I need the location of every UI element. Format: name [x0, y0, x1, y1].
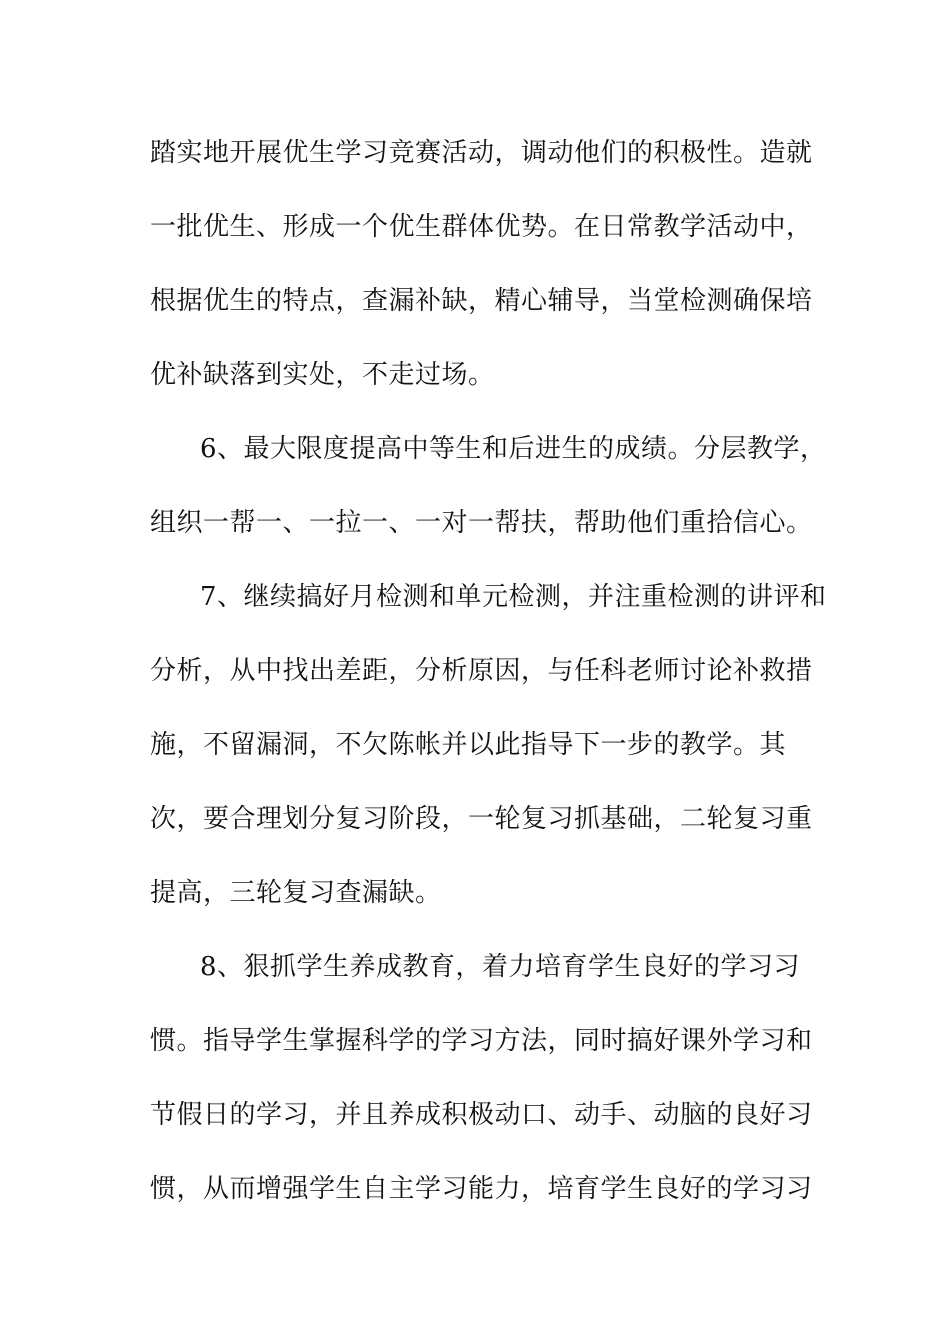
item-7-start: 7、继续搞好月检测和单元检测，并注重检测的讲评和	[200, 582, 827, 612]
text-line-9: 施，不留漏洞，不欠陈帐并以此指导下一步的教学。其	[150, 730, 787, 760]
text-line-15: 惯，从而增强学生自主学习能力，培育学生良好的学习习	[150, 1174, 813, 1204]
text-line-14: 节假日的学习，并且养成积极动口、动手、动脑的良好习	[150, 1100, 813, 1130]
text-line-10: 次，要合理划分复习阶段，一轮复习抓基础，二轮复习重	[150, 804, 813, 834]
text-line-4: 优补缺落到实处，不走过场。	[150, 360, 495, 390]
text-line-3: 根据优生的特点，查漏补缺，精心辅导，当堂检测确保培	[150, 286, 813, 316]
text-line-13: 惯。指导学生掌握科学的学习方法，同时搞好课外学习和	[150, 1026, 813, 1056]
text-line-11: 提高，三轮复习查漏缺。	[150, 878, 442, 908]
item-8-start: 8、狠抓学生养成教育，着力培育学生良好的学习习	[200, 952, 801, 982]
item-6-start: 6、最大限度提高中等生和后进生的成绩。分层教学，	[200, 434, 827, 464]
text-line-1: 踏实地开展优生学习竞赛活动，调动他们的积极性。造就	[150, 138, 813, 168]
text-line-2: 一批优生、形成一个优生群体优势。在日常教学活动中，	[150, 212, 813, 242]
text-line-8: 分析，从中找出差距，分析原因，与任科老师讨论补救措	[150, 656, 813, 686]
text-line-6: 组织一帮一、一拉一、一对一帮扶，帮助他们重拾信心。	[150, 508, 813, 538]
